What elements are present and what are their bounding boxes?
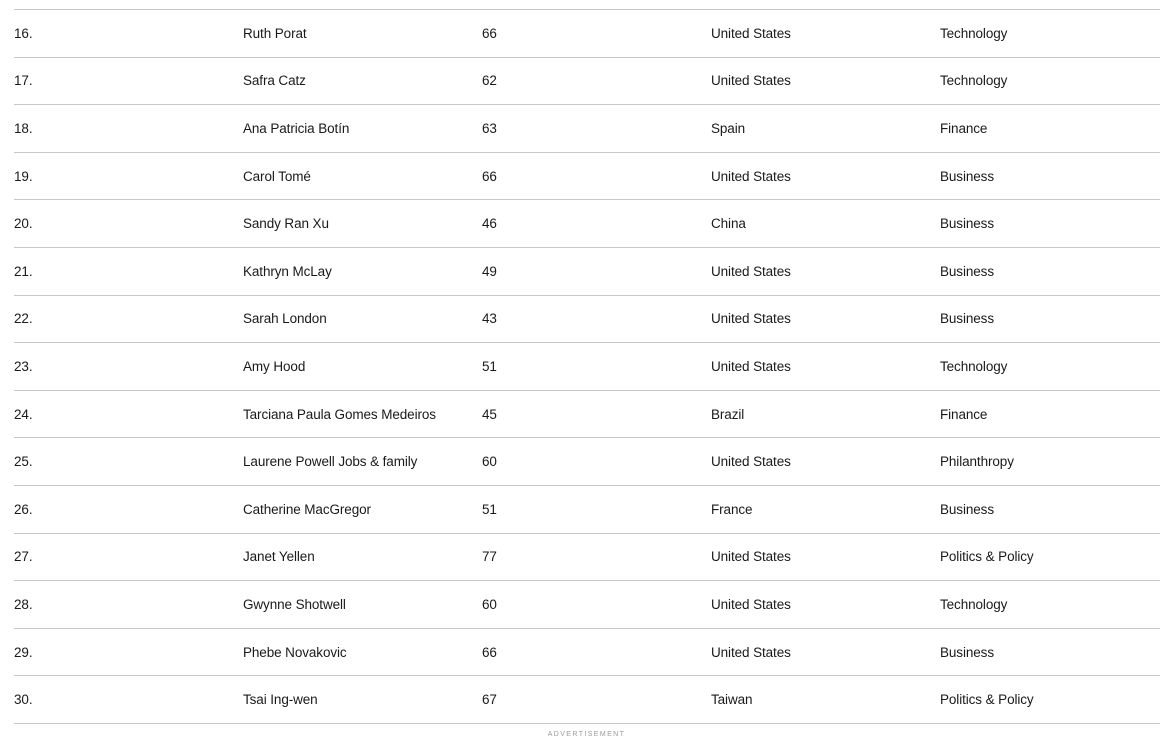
age-cell: 51 [482, 485, 711, 533]
rank-cell: 26. [14, 485, 243, 533]
category-cell: Business [940, 485, 1160, 533]
rank-cell: 27. [14, 533, 243, 581]
age-cell: 46 [482, 200, 711, 248]
name-cell: Laurene Powell Jobs & family [243, 438, 482, 486]
age-cell: 51 [482, 343, 711, 391]
rank-cell: 20. [14, 200, 243, 248]
rank-cell: 30. [14, 676, 243, 724]
age-cell: 43 [482, 295, 711, 343]
age-cell: 63 [482, 105, 711, 153]
age-cell: 66 [482, 152, 711, 200]
age-cell: 62 [482, 57, 711, 105]
table-row [14, 438, 1160, 486]
age-cell: 66 [482, 628, 711, 676]
country-cell: United States [711, 533, 940, 581]
rank-cell: 19. [14, 152, 243, 200]
name-cell: Tsai Ing-wen [243, 676, 482, 724]
rank-cell: 18. [14, 105, 243, 153]
table-row [14, 390, 1160, 438]
rank-cell: 21. [14, 247, 243, 295]
name-cell: Ruth Porat [243, 10, 482, 58]
age-cell: 60 [482, 438, 711, 486]
country-cell: United States [711, 438, 940, 486]
table-row [14, 343, 1160, 391]
category-cell: Finance [940, 390, 1160, 438]
rank-cell: 24. [14, 390, 243, 438]
rank-cell: 23. [14, 343, 243, 391]
country-cell: Taiwan [711, 676, 940, 724]
rank-cell: 29. [14, 628, 243, 676]
rank-cell: 28. [14, 581, 243, 629]
name-cell: Ana Patricia Botín [243, 105, 482, 153]
name-cell: Catherine MacGregor [243, 485, 482, 533]
age-cell: 49 [482, 247, 711, 295]
name-cell: Phebe Novakovic [243, 628, 482, 676]
rank-cell: 16. [14, 10, 243, 58]
country-cell: Brazil [711, 390, 940, 438]
country-cell: China [711, 200, 940, 248]
category-cell: Technology [940, 57, 1160, 105]
rank-cell: 22. [14, 295, 243, 343]
name-cell: Sandy Ran Xu [243, 200, 482, 248]
name-cell: Sarah London [243, 295, 482, 343]
category-cell: Technology [940, 10, 1160, 58]
country-cell: United States [711, 57, 940, 105]
category-cell: Business [940, 200, 1160, 248]
country-cell: United States [711, 247, 940, 295]
name-cell: Carol Tomé [243, 152, 482, 200]
table-row [14, 295, 1160, 343]
name-cell: Janet Yellen [243, 533, 482, 581]
country-cell: France [711, 485, 940, 533]
category-cell: Technology [940, 581, 1160, 629]
table-row [14, 676, 1160, 724]
table-row [14, 581, 1160, 629]
country-cell: United States [711, 295, 940, 343]
advertisement-label: ADVERTISEMENT [547, 731, 626, 738]
age-cell: 66 [482, 10, 711, 58]
category-cell: Business [940, 295, 1160, 343]
country-cell: Spain [711, 105, 940, 153]
age-cell: 45 [482, 390, 711, 438]
name-cell: Tarciana Paula Gomes Medeiros [243, 390, 482, 438]
ranking-table-body [14, 10, 1160, 724]
name-cell: Amy Hood [243, 343, 482, 391]
name-cell: Kathryn McLay [243, 247, 482, 295]
category-cell: Philanthropy [940, 438, 1160, 486]
table-row [14, 247, 1160, 295]
age-cell: 67 [482, 676, 711, 724]
age-cell: 77 [482, 533, 711, 581]
country-cell: United States [711, 628, 940, 676]
name-cell: Gwynne Shotwell [243, 581, 482, 629]
category-cell: Business [940, 247, 1160, 295]
country-cell: United States [711, 581, 940, 629]
country-cell: United States [711, 10, 940, 58]
category-cell: Finance [940, 105, 1160, 153]
age-cell: 60 [482, 581, 711, 629]
table-row [14, 628, 1160, 676]
table-row [14, 485, 1160, 533]
category-cell: Politics & Policy [940, 533, 1160, 581]
ranking-table [14, 9, 1160, 724]
country-cell: United States [711, 343, 940, 391]
country-cell: United States [711, 152, 940, 200]
name-cell: Safra Catz [243, 57, 482, 105]
table-row [14, 10, 1160, 58]
rank-cell: 25. [14, 438, 243, 486]
table-row [14, 533, 1160, 581]
category-cell: Technology [940, 343, 1160, 391]
category-cell: Politics & Policy [940, 676, 1160, 724]
table-row [14, 200, 1160, 248]
table-row [14, 57, 1160, 105]
table-row [14, 152, 1160, 200]
rank-cell: 17. [14, 57, 243, 105]
table-row [14, 105, 1160, 153]
category-cell: Business [940, 628, 1160, 676]
category-cell: Business [940, 152, 1160, 200]
